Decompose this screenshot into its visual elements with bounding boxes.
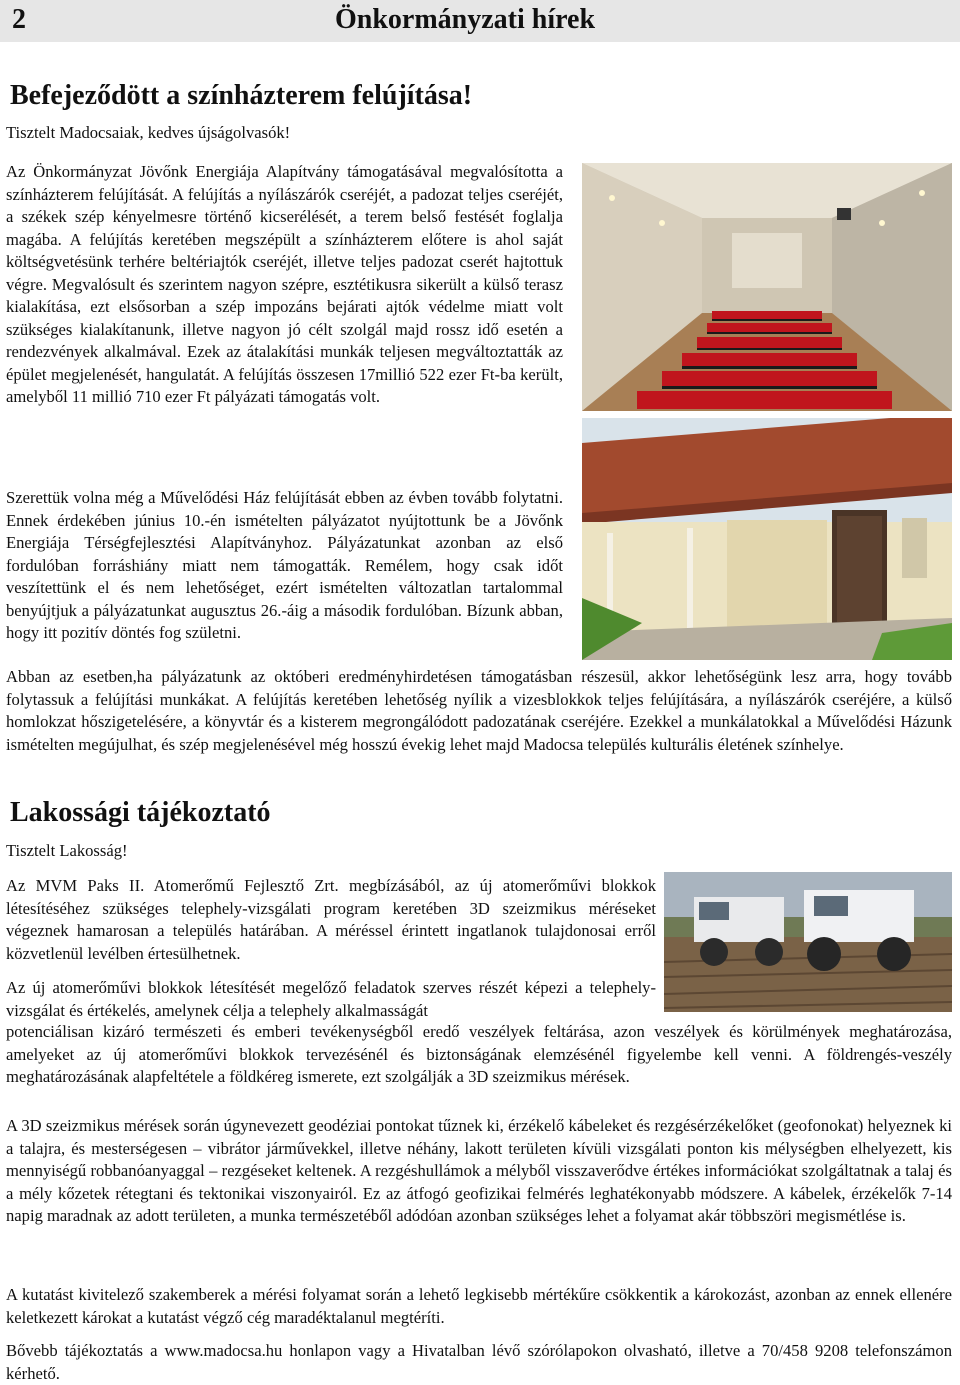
article2-paragraph-2: potenciálisan kizáró természeti és emberi tevékenységből eredő veszélyek feltárása, azon veszélyek és körülmények meghatározása, amelyeket az új atomerőművi blokkok tervezésénél és biztonságának elemzésénél figyelembe kell venni. A földrengés-veszély meghatározásának alapfeltétele a földkéreg ismerete, ezt szolgálják a 3D szeizmikus mérések. [6,1022,952,1086]
page-number: 2 [12,4,26,35]
terrace-photo [582,418,952,660]
article2-paragraph-2-intro: Az új atomerőművi blokkok létesítését megelőző feladatok szerves részét képezi a telephely-vizsgálat és értékelés, amelynek célja a telephely alkalmasságát [6,978,656,1020]
article2-greeting: Tisztelt Lakosság! [6,841,128,860]
article2-paragraph-1: Az MVM Paks II. Atomerőmű Fejlesztő Zrt. megbízásából, az új atomerőművi blokkok létesítéséhez szükséges telephely-vizsgálati program keretében 3D szeizmikus méréseket végeznek hamarosan a település határában. A méréssel érintett ingatlanok tulajdonosai erről közvetlenül levélben értesülhetnek. [6,876,656,963]
page-header [0,0,960,42]
vibrator-trucks-photo [664,872,952,1012]
article-title-theater: Befejeződött a színházterem felújítása! [10,80,473,111]
newspaper-title: Önkormányzati hírek [335,4,596,35]
article1-paragraph-3: Abban az esetben,ha pályázatunk az októberi eredményhirdetésen támogatásban részesül, akkor lehetőségünk lesz arra, hogy tovább folytassuk a felújítási munkákat. A felújítás keretében lehetőség nyílik a vizesblokkok teljes felújítására, a nyílászárók cseréjére, a külső homlokzat hőszigetelésére, a könyvtár és a kisterem megrongálódott padozatának cseréjére. Ezekkel a munkálatokkal a Művelődési Házunk ismételten megújulhat, és szép megjelenésével még hosszú évekig lehet majd Madocsa település kulturális életének színhelye. [6,667,952,754]
theater-hall-photo [582,163,952,411]
article1-greeting: Tisztelt Madocsaiak, kedves újságolvasók! [6,123,291,142]
article2-paragraph-3: A 3D szeizmikus mérések során úgynevezett geodéziai pontokat tűznek ki, érzékelő kábeleket és rezgésérzékelőket (geofonokat) helyeznek ki a talajra, és mesterségesen – vibrátor járművekkel, illetve néhány, lakott területen kívüli vizsgálati ponton kis mélységben elhelyezett, kis mennyiségű robbanóanyaggal – rezgéseket keltenek. A rezgéshullámok a mélyből visszaverődve értékes információkat szolgáltatnak a talaj és a mély kőzetek rétegtani és tektonikai viszonyairól. Ez az átfogó geofizikai felmérés leghatékonyabb módszere. A kábelek, érzékelők 7-14 napig maradnak az adott területen, a munka természetéből adódóan azonban szükséges lehet a folyamat akár többszöri megismétlése is. [6,1116,952,1225]
article2-paragraph-5: Bővebb tájékoztatás a www.madocsa.hu honlapon vagy a Hivatalban lévő szórólapokon olvasható, illetve a 70/458 9208 telefonszámon kérhető. [6,1341,952,1383]
article2-paragraph-4: A kutatást kivitelező szakemberek a mérési folyamat során a lehető legkisebb mértékűre csökkentik a károkozást, azonban az ennek ellenére keletkezett károkat a kutatást végző cég maradéktalanul megtéríti. [6,1285,952,1327]
article-title-public-info: Lakossági tájékoztató [10,797,271,828]
article1-paragraph-1: Az Önkormányzat Jövőnk Energiája Alapítvány támogatásával megvalósította a színházterem felújítását. A felújítás a nyílászárók cseréjét, a padozat teljes cseréjét, a székek szép kényelmesre történő kicserélését, a terem belső festését foglalja magába. A felújítás keretében megszépült a színházterem előtere is ahol saját költségvetésünk terhére beltériajtók cseréjét, illetve teljes padozat cserét hajtottuk végre. Megvalósult és szerintem nagyon szépre, esztétikusra sikerült a külső terasz kialakítása, ezt elsősorban a szép impozáns bejárati ajtók védelme miatt volt szükséges kialakítanunk, illetve nagyon jó célt szolgál majd rossz idő esetén a rendezvények alkalmával. Ezek az átalakítási munkák teljesen megváltoztatták az épület megjelenését, hangulatát. A felújítás összesen 17millió 522 ezer Ft-ba került, amelyből 11 millió 710 ezer Ft pályázati támogatás volt. [6,162,563,406]
article1-paragraph-2: Szerettük volna még a Művelődési Ház felújítását ebben az évben tovább folytatni. Ennek érdekében június 10.-én ismételten pályázatot nyújtottunk be a Jövőnk Energiája Térségfejlesztési Alapítványhoz. Pályázatunkat azonban az első fordulóban forráshiány miatt nem támogatták. Remélem, hogy csak időt veszítettünk el és nem lehetőséget, ezért ismételten változatlan tartalommal benyújtjuk a pályázatunkat augusztus 26.-áig a második fordulóban. Bízunk abban, hogy itt pozitív döntés fog születni. [6,488,563,642]
